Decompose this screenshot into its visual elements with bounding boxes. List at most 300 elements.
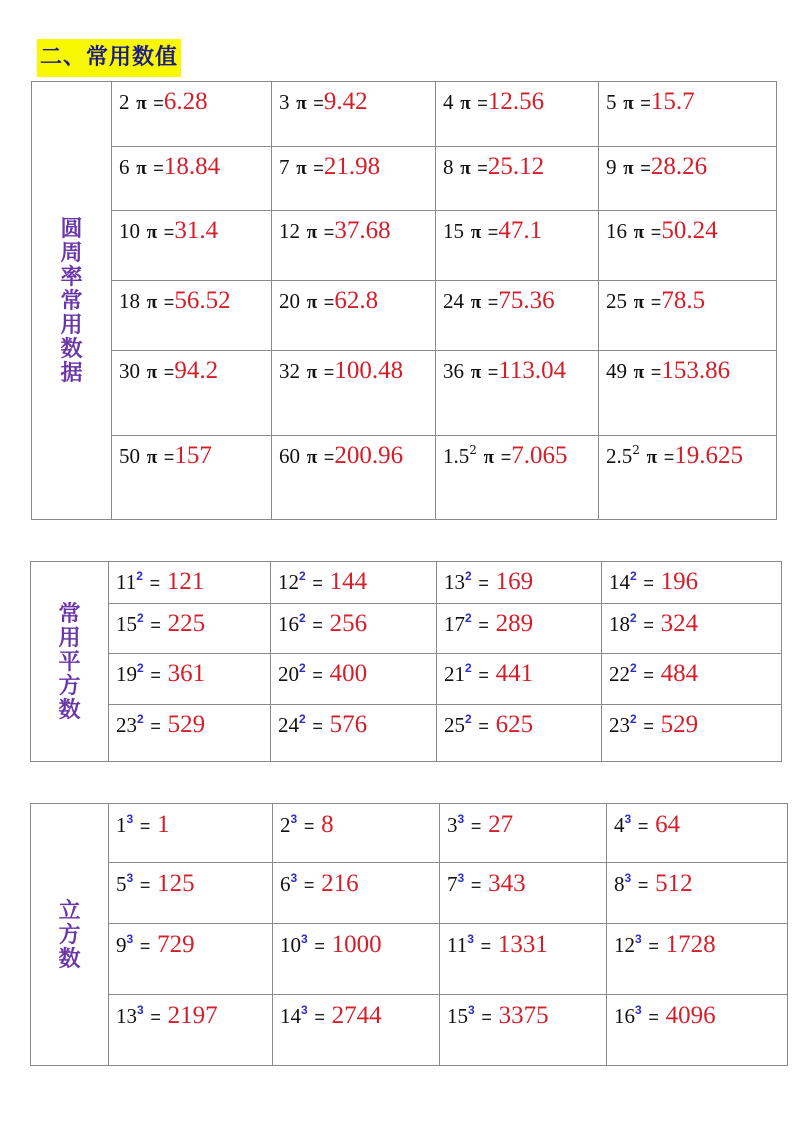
formula (599, 351, 776, 385)
table-cell (272, 147, 436, 211)
pi-symbol: π (146, 447, 158, 468)
pi-symbol: π (470, 362, 482, 383)
formula (440, 995, 606, 1030)
formula-base: 6 (119, 155, 130, 179)
equals-sign: = (150, 665, 161, 685)
formula-base: 15 (116, 612, 137, 636)
formula (272, 82, 435, 116)
formula-exponent: 3 (624, 871, 632, 885)
formula-value: 94.2 (174, 357, 219, 384)
formula-base: 2 (119, 90, 130, 114)
formula-value: 144 (329, 568, 368, 595)
formula-value: 31.4 (174, 217, 219, 244)
formula-base: 36 (443, 359, 464, 383)
formula-exponent: 2 (465, 661, 472, 675)
formula-base: 7 (279, 155, 290, 179)
table-cell (599, 211, 777, 281)
formula (599, 436, 776, 470)
table-cell (272, 351, 436, 436)
square-table (30, 561, 782, 762)
formula-value: 1331 (497, 931, 548, 958)
pi-symbol: π (136, 158, 147, 179)
formula-value: 512 (655, 870, 693, 897)
pi-symbol: π (470, 222, 482, 243)
equals-sign: = (640, 158, 651, 178)
formula (109, 604, 270, 638)
formula-value: 64 (655, 811, 681, 838)
formula-exponent: 2 (137, 712, 144, 726)
table-cell (440, 995, 607, 1066)
formula-base: 5 (606, 90, 617, 114)
formula-value: 576 (329, 711, 368, 738)
formula (599, 211, 776, 245)
formula (436, 351, 598, 385)
table-row (31, 604, 782, 654)
equals-sign: = (481, 1007, 492, 1027)
equals-sign: = (303, 875, 315, 895)
formula (272, 281, 435, 315)
formula-value: 56.52 (174, 287, 231, 314)
table-cell (271, 562, 437, 604)
equals-sign: = (323, 292, 335, 312)
table-cell (607, 804, 788, 863)
equals-sign: = (478, 665, 489, 685)
table-cell (607, 863, 788, 924)
formula-value: 400 (329, 660, 368, 687)
table-cell (436, 82, 599, 147)
formula-exponent: 3 (301, 932, 308, 946)
formula-value: 324 (660, 610, 699, 637)
table-cell (109, 804, 273, 863)
formula-base: 16 (606, 219, 627, 243)
formula-exponent: 3 (290, 812, 298, 826)
equals-sign: = (312, 573, 323, 593)
table-cell (271, 654, 437, 705)
formula-exponent: 2 (630, 569, 637, 583)
table-cell (602, 654, 782, 705)
formula-value: 37.68 (334, 217, 391, 244)
formula (436, 147, 598, 181)
table-row (31, 654, 782, 705)
table-cell (273, 804, 440, 863)
table-row (32, 281, 777, 351)
table-cell (112, 436, 272, 520)
equals-sign: = (650, 362, 662, 382)
formula (109, 705, 270, 739)
formula (437, 604, 601, 638)
pi-symbol: π (146, 362, 158, 383)
equals-sign: = (314, 1007, 325, 1027)
equals-sign: = (139, 875, 151, 895)
formula-base: 32 (279, 359, 300, 383)
formula-exponent: 3 (457, 812, 465, 826)
formula-base: 7 (447, 872, 458, 896)
formula-value: 25.12 (487, 153, 545, 180)
formula-base: 12 (279, 219, 300, 243)
table-cell (436, 436, 599, 520)
pi-symbol: π (646, 447, 657, 468)
formula (436, 436, 598, 470)
equals-sign: = (477, 158, 488, 178)
table-row (31, 562, 782, 604)
equals-sign: = (487, 362, 499, 382)
table-cell (272, 436, 436, 520)
formula-value: 2744 (331, 1002, 382, 1029)
formula-exponent: 3 (301, 1003, 308, 1017)
table-cell (436, 351, 599, 436)
formula-base: 20 (278, 662, 299, 686)
formula (607, 924, 787, 959)
formula-exponent: 2 (630, 661, 637, 675)
formula (112, 436, 271, 470)
pi-symbol: π (146, 222, 158, 243)
formula (273, 995, 439, 1030)
formula (109, 804, 272, 839)
table-cell (109, 604, 271, 654)
formula-exponent: 2 (299, 661, 306, 675)
table-cell (109, 924, 273, 995)
table-row (32, 82, 777, 147)
formula (440, 924, 606, 959)
formula (273, 804, 439, 839)
equals-sign: = (149, 573, 161, 593)
table-cell (271, 705, 437, 762)
table-cell (112, 82, 272, 147)
formula (109, 924, 272, 959)
formula-value: 47.1 (498, 217, 543, 244)
pi-symbol: π (146, 292, 158, 313)
formula-value: 9.42 (323, 88, 368, 115)
table-cell (109, 995, 273, 1066)
formula-base: 18 (119, 289, 140, 313)
equals-sign: = (150, 1007, 161, 1027)
equals-sign: = (163, 292, 175, 312)
formula (440, 804, 606, 839)
equals-sign: = (163, 222, 175, 242)
table-cell (607, 995, 788, 1066)
equals-sign: = (323, 447, 335, 467)
formula-base: 15 (447, 1004, 468, 1028)
equals-sign: = (487, 292, 499, 312)
formula-base: 24 (278, 713, 299, 737)
equals-sign: = (478, 573, 489, 593)
equals-sign: = (139, 816, 151, 836)
formula-base: 9 (606, 155, 617, 179)
formula (599, 147, 776, 181)
formula (272, 211, 435, 245)
pi-symbol: π (460, 158, 471, 179)
formula-base: 4 (443, 90, 454, 114)
formula-value: 256 (329, 610, 368, 637)
formula-value: 153.86 (661, 357, 731, 384)
equals-sign: = (163, 447, 175, 467)
table-cell (272, 82, 436, 147)
formula-base: 10 (119, 219, 140, 243)
formula-value: 1000 (331, 931, 382, 958)
formula-exponent: 2 (137, 661, 144, 675)
table-row (32, 147, 777, 211)
formula (272, 351, 435, 385)
formula-base: 13 (444, 570, 465, 594)
formula-exponent: 2 (465, 611, 472, 625)
table-row (31, 863, 788, 924)
table-cell (440, 863, 607, 924)
formula-exponent: 3 (467, 932, 474, 946)
equals-sign: = (643, 665, 654, 685)
formula (271, 604, 436, 638)
formula (607, 804, 787, 839)
formula (271, 562, 436, 596)
formula (599, 281, 776, 315)
formula-value: 8 (321, 811, 334, 838)
equals-sign: = (313, 93, 324, 113)
formula-exponent: 2 (137, 611, 144, 625)
formula-base: 1 (116, 813, 127, 837)
formula (607, 995, 787, 1030)
table-cell (599, 436, 777, 520)
formula-value: 484 (660, 660, 699, 687)
formula (112, 211, 271, 245)
equals-sign: = (480, 936, 492, 956)
table-cell (599, 351, 777, 436)
formula-exponent: 3 (468, 1003, 475, 1017)
formula (437, 654, 601, 688)
formula-value: 15.7 (650, 88, 695, 115)
formula (602, 705, 781, 739)
formula-value: 441 (495, 660, 534, 687)
formula-exponent: 2 (299, 569, 306, 583)
formula-value: 12.56 (487, 88, 545, 115)
equals-sign: = (640, 93, 651, 113)
table-cell (272, 211, 436, 281)
formula-base: 14 (609, 570, 630, 594)
pi-symbol: π (470, 292, 482, 313)
table-cell (273, 924, 440, 995)
formula-base: 5 (116, 872, 127, 896)
formula (112, 147, 271, 181)
equals-sign: = (139, 936, 151, 956)
formula (273, 924, 439, 959)
formula-value: 6.28 (163, 88, 208, 115)
formula-value: 529 (660, 711, 699, 738)
formula (599, 82, 776, 116)
table-cell (271, 604, 437, 654)
formula-value: 7.065 (511, 442, 568, 469)
formula-value: 196 (660, 568, 699, 595)
formula-exponent: 2 (465, 569, 472, 583)
formula-base: 6 (280, 872, 291, 896)
formula-value: 21.98 (323, 153, 381, 180)
formula-base: 11 (447, 933, 468, 957)
cube-table (30, 803, 788, 1066)
formula-base: 12 (614, 933, 635, 957)
table-cell (112, 211, 272, 281)
pi-symbol: π (633, 362, 645, 383)
pi-symbol: π (623, 158, 634, 179)
row-group-label: 常用平方数 (58, 600, 81, 723)
formula-value: 19.625 (674, 442, 743, 469)
equals-sign: = (650, 222, 662, 242)
formula-exponent: 3 (126, 932, 134, 946)
formula-value: 157 (174, 442, 212, 469)
table-cell (109, 863, 273, 924)
formula-base: 24 (443, 289, 464, 313)
formula-base: 8 (614, 872, 625, 896)
formula-value: 78.5 (661, 287, 706, 314)
equals-sign: = (323, 362, 335, 382)
row-group-label-cell (32, 82, 112, 520)
table-cell (602, 705, 782, 762)
formula-base: 22 (609, 662, 630, 686)
pi-symbol: π (306, 447, 318, 468)
equals-sign: = (314, 936, 325, 956)
formula-exponent: 3 (137, 1003, 144, 1017)
formula-exponent: 2 (136, 569, 143, 583)
formula (440, 863, 606, 898)
pi-symbol: π (483, 447, 494, 468)
formula-base: 50 (119, 444, 140, 468)
equals-sign: = (323, 222, 335, 242)
formula (109, 654, 270, 688)
table-row (32, 211, 777, 281)
formula-base: 1.5 (443, 444, 470, 468)
formula-base: 49 (606, 359, 627, 383)
row-group-label: 立方数 (58, 897, 81, 972)
formula (112, 281, 271, 315)
formula-value: 75.36 (498, 287, 555, 314)
formula-base: 14 (280, 1004, 301, 1028)
pi-symbol: π (136, 93, 147, 114)
formula-base: 23 (609, 713, 630, 737)
equals-sign: = (153, 93, 164, 113)
formula-base: 13 (116, 1004, 137, 1028)
table-row (31, 804, 788, 863)
table-cell (109, 654, 271, 705)
equals-sign: = (150, 615, 161, 635)
table-cell (602, 562, 782, 604)
table-cell (273, 995, 440, 1066)
formula-base: 19 (116, 662, 137, 686)
equals-sign: = (150, 716, 161, 736)
formula-exponent: 2 (630, 611, 637, 625)
formula-value: 113.04 (498, 357, 567, 384)
table-row (31, 924, 788, 995)
formula-exponent: 2 (632, 443, 640, 457)
formula (436, 82, 598, 116)
table-cell (607, 924, 788, 995)
pi-symbol: π (306, 222, 318, 243)
formula-base: 15 (443, 219, 464, 243)
formula-base: 3 (447, 813, 458, 837)
table-cell (436, 147, 599, 211)
formula-value: 216 (321, 870, 359, 897)
formula (437, 705, 601, 739)
equals-sign: = (648, 1007, 659, 1027)
formula-base: 25 (444, 713, 465, 737)
equals-sign: = (313, 158, 324, 178)
formula-exponent: 2 (469, 443, 477, 457)
formula-value: 225 (167, 610, 206, 637)
formula-value: 100.48 (334, 357, 404, 384)
formula-base: 25 (606, 289, 627, 313)
equals-sign: = (637, 875, 649, 895)
equals-sign: = (487, 222, 499, 242)
formula-value: 18.84 (163, 153, 221, 180)
formula (112, 351, 271, 385)
formula-base: 4 (614, 813, 625, 837)
table-cell (112, 147, 272, 211)
formula-value: 27 (488, 811, 514, 838)
equals-sign: = (643, 573, 654, 593)
formula-value: 1728 (665, 931, 716, 958)
formula (109, 562, 270, 596)
pi-symbol: π (296, 158, 307, 179)
formula-value: 169 (495, 568, 534, 595)
pi-symbol: π (633, 222, 645, 243)
equals-sign: = (643, 716, 654, 736)
pi-symbol: π (633, 292, 645, 313)
formula-exponent: 2 (630, 712, 637, 726)
equals-sign: = (478, 716, 489, 736)
pi-symbol: π (623, 93, 634, 114)
formula-value: 289 (495, 610, 534, 637)
equals-sign: = (303, 816, 315, 836)
equals-sign: = (648, 936, 659, 956)
formula (272, 147, 435, 181)
row-group-label: 圆周率常用数据 (60, 215, 83, 386)
formula (272, 436, 435, 470)
formula-value: 343 (488, 870, 526, 897)
table-cell (109, 705, 271, 762)
formula-base: 60 (279, 444, 300, 468)
formula (602, 604, 781, 638)
formula-exponent: 3 (290, 871, 298, 885)
formula (109, 995, 272, 1030)
table-cell (437, 654, 602, 705)
formula-value: 1 (157, 811, 170, 838)
table-cell (112, 281, 272, 351)
pi-symbol: π (296, 93, 307, 114)
equals-sign: = (470, 816, 482, 836)
equals-sign: = (163, 362, 175, 382)
formula (602, 562, 781, 596)
table-cell (599, 281, 777, 351)
formula (112, 82, 271, 116)
equals-sign: = (637, 816, 649, 836)
formula-exponent: 3 (635, 1003, 642, 1017)
pi-table (31, 81, 777, 520)
formula (109, 863, 272, 898)
formula-exponent: 3 (624, 812, 632, 826)
formula-value: 200.96 (334, 442, 404, 469)
table-cell (437, 705, 602, 762)
formula (273, 863, 439, 898)
table-row (32, 436, 777, 520)
formula-base: 30 (119, 359, 140, 383)
equals-sign: = (312, 615, 323, 635)
table-cell (272, 281, 436, 351)
formula-base: 2.5 (606, 444, 633, 468)
formula (271, 705, 436, 739)
formula-value: 3375 (498, 1002, 549, 1029)
formula-exponent: 2 (299, 712, 306, 726)
formula-exponent: 3 (126, 812, 134, 826)
pi-symbol: π (460, 93, 471, 114)
formula-exponent: 3 (126, 871, 134, 885)
formula-base: 16 (278, 612, 299, 636)
formula (271, 654, 436, 688)
table-cell (273, 863, 440, 924)
